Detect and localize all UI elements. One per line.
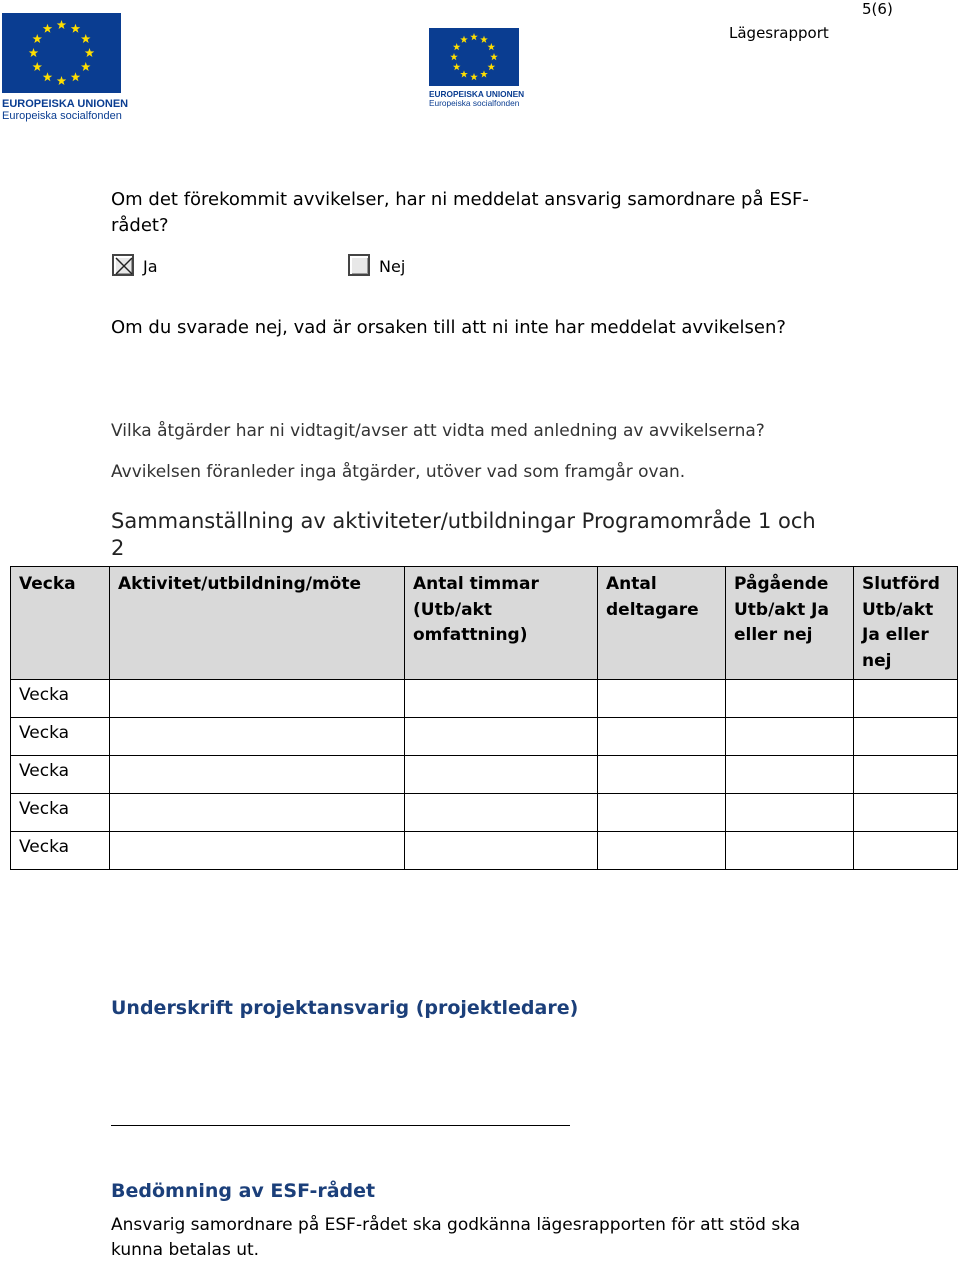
hours-cell[interactable] (405, 756, 598, 794)
question-deviation-reported (111, 187, 809, 239)
completed-cell[interactable] (854, 832, 958, 870)
eu-logo-large (2, 13, 128, 122)
table-row (11, 794, 958, 832)
ongoing-cell[interactable] (726, 794, 854, 832)
summary-title (111, 508, 816, 562)
activity-summary-table (10, 566, 958, 870)
completed-cell[interactable] (854, 718, 958, 756)
star-icon (33, 62, 43, 71)
question-actions: Vilka åtgärder har ni vidtagit/avser att vidta med anledning av avvikelserna? (111, 421, 765, 441)
logo-line1: EUROPEISKA UNIONEN (2, 98, 129, 110)
column-header: Aktivitet/utbildning/möte (110, 567, 405, 680)
question-line: rådet? (111, 215, 169, 236)
hours-cell[interactable] (405, 718, 598, 756)
activity-cell[interactable] (110, 794, 405, 832)
star-icon (460, 36, 468, 43)
star-icon (81, 62, 91, 71)
completed-cell[interactable] (854, 756, 958, 794)
column-header: Vecka (11, 567, 110, 680)
table-header-row (11, 567, 958, 680)
eu-flag-icon (429, 28, 519, 86)
participants-cell[interactable] (598, 718, 726, 756)
table-row (11, 718, 958, 756)
activity-cell[interactable] (110, 718, 405, 756)
table-row (11, 680, 958, 718)
signature-line[interactable] (111, 1125, 570, 1126)
assessment-line: kunna betalas ut. (111, 1240, 260, 1260)
logo-line2: Europeiska socialfonden (2, 109, 122, 122)
hours-cell[interactable] (405, 832, 598, 870)
assessment-line: Ansvarig samordnare på ESF-rådet ska godkänna lägesrapporten för att stöd ska (111, 1215, 801, 1235)
hours-cell[interactable] (405, 794, 598, 832)
question-line: Om det förekommit avvikelser, har ni meddelat ansvarig samordnare på ESF- (111, 189, 809, 210)
completed-cell[interactable] (854, 680, 958, 718)
star-icon (33, 34, 43, 43)
participants-cell[interactable] (598, 680, 726, 718)
page-number: 5(6) (862, 0, 893, 18)
summary-title-line: 2 (111, 536, 125, 560)
signature-title: Underskrift projektansvarig (projektledare) (111, 997, 579, 1019)
assessment-title: Bedömning av ESF-rådet (111, 1180, 376, 1202)
star-icon (81, 34, 91, 43)
star-icon (490, 53, 498, 60)
completed-cell[interactable] (854, 794, 958, 832)
document-title: Lägesrapport (729, 24, 829, 42)
star-icon (29, 48, 39, 57)
star-icon (470, 73, 478, 80)
column-header: Slutförd Utb/akt Ja eller nej (854, 567, 958, 680)
star-icon (480, 70, 488, 77)
star-icon (470, 33, 478, 40)
star-icon (488, 43, 496, 50)
checkbox-ja-label: Ja (143, 257, 158, 276)
activity-cell[interactable] (110, 680, 405, 718)
ongoing-cell[interactable] (726, 832, 854, 870)
checkmark-x-icon (114, 256, 136, 278)
star-icon (488, 63, 496, 70)
column-header: Antal deltagare (598, 567, 726, 680)
star-icon (71, 24, 81, 33)
star-icon (480, 36, 488, 43)
star-icon (460, 70, 468, 77)
participants-cell[interactable] (598, 756, 726, 794)
star-icon (57, 20, 67, 29)
activity-cell[interactable] (110, 756, 405, 794)
table-row (11, 756, 958, 794)
table-row (11, 832, 958, 870)
logo-line1: EUROPEISKA UNIONEN (429, 89, 525, 99)
ongoing-cell[interactable] (726, 680, 854, 718)
checkbox-ja[interactable] (112, 254, 134, 276)
star-icon (450, 53, 458, 60)
logo-line2: Europeiska socialfonden (429, 97, 520, 108)
week-cell: Vecka (11, 756, 110, 794)
assessment-text (111, 1213, 800, 1263)
activity-cell[interactable] (110, 832, 405, 870)
star-icon (453, 43, 461, 50)
week-cell: Vecka (11, 794, 110, 832)
week-cell: Vecka (11, 832, 110, 870)
eu-logo-small (429, 28, 524, 107)
answer-actions: Avvikelsen föranleder inga åtgärder, utöver vad som framgår ovan. (111, 462, 686, 482)
column-header: Antal timmar (Utb/akt omfattning) (405, 567, 598, 680)
ongoing-cell[interactable] (726, 718, 854, 756)
participants-cell[interactable] (598, 832, 726, 870)
star-icon (453, 63, 461, 70)
participants-cell[interactable] (598, 794, 726, 832)
star-icon (71, 72, 81, 81)
column-header: Pågående Utb/akt Ja eller nej (726, 567, 854, 680)
hours-cell[interactable] (405, 680, 598, 718)
ongoing-cell[interactable] (726, 756, 854, 794)
checkbox-nej-label: Nej (379, 257, 406, 276)
week-cell: Vecka (11, 680, 110, 718)
star-icon (85, 48, 95, 57)
star-icon (43, 72, 53, 81)
summary-title-line: Sammanställning av aktiviteter/utbildningar Programområde 1 och (111, 509, 816, 533)
question-reason: Om du svarade nej, vad är orsaken till att ni inte har meddelat avvikelsen? (111, 317, 786, 338)
star-icon (57, 76, 67, 85)
checkbox-nej[interactable] (348, 254, 370, 276)
eu-flag-icon (2, 13, 121, 93)
week-cell: Vecka (11, 718, 110, 756)
star-icon (43, 24, 53, 33)
